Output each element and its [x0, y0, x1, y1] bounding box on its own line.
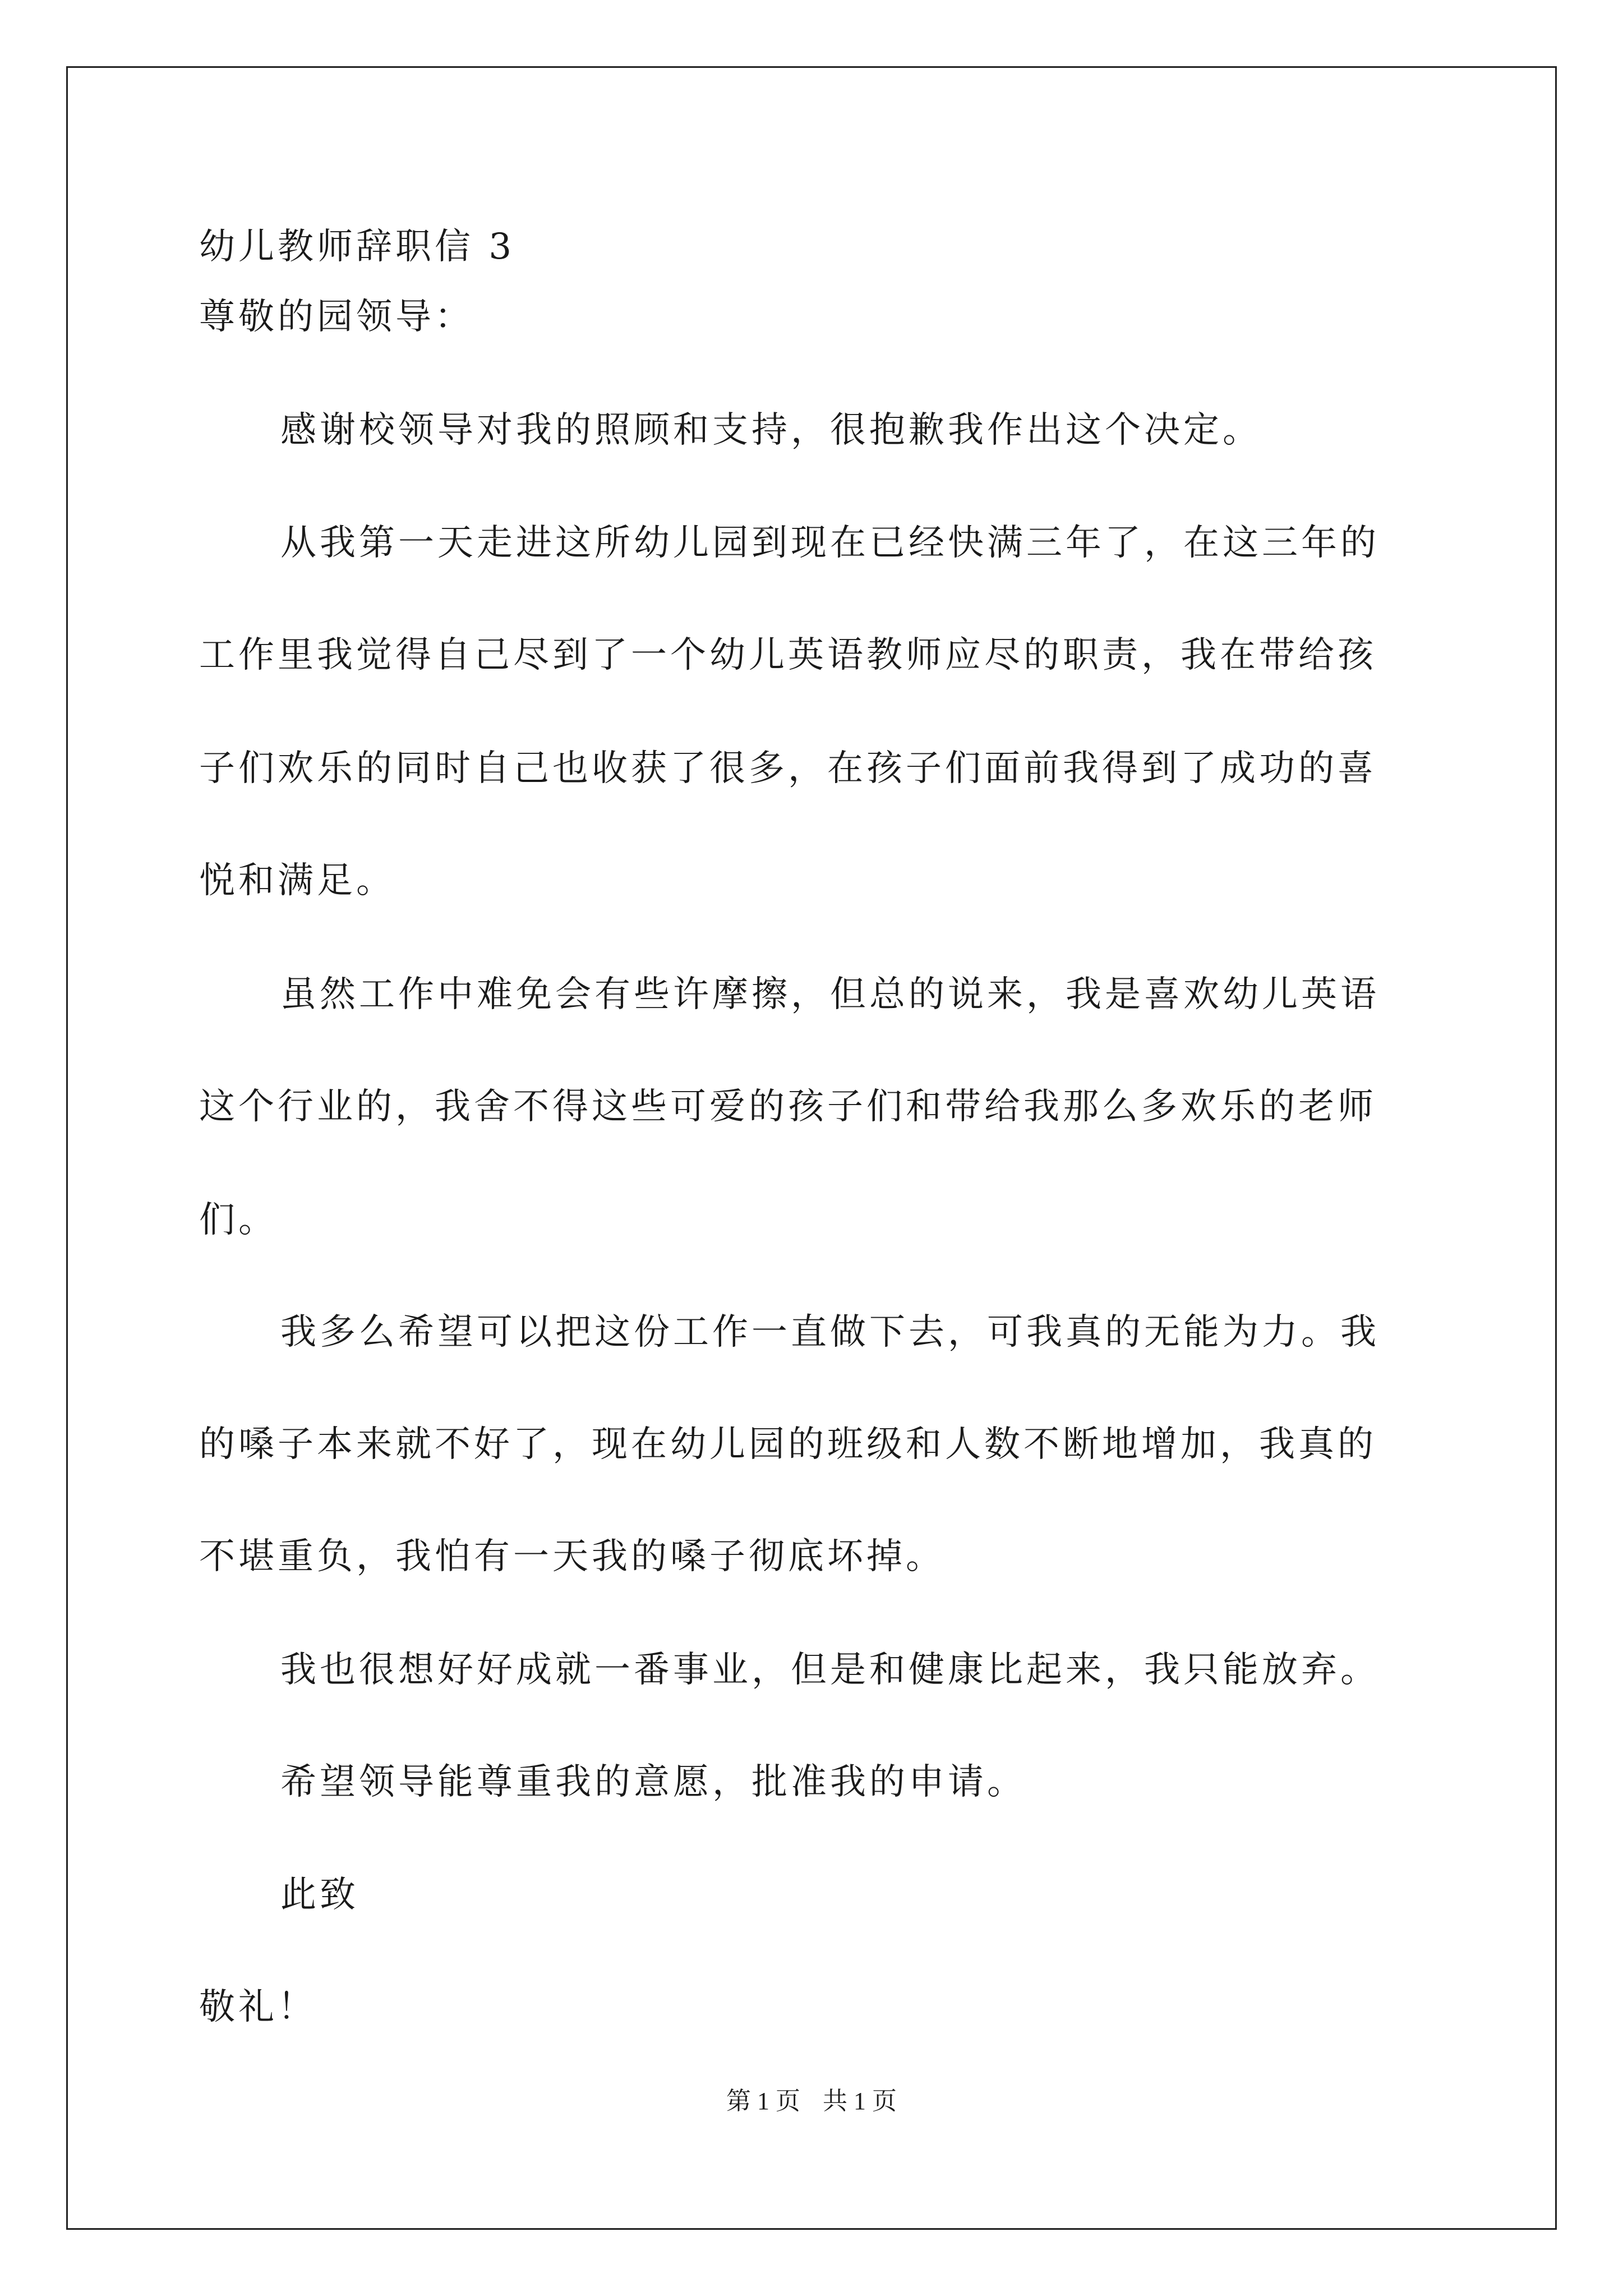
- body-line: 从我第一天走进这所幼儿园到现在已经快满三年了，在这三年的: [280, 522, 1380, 564]
- page-total: 共 1 页: [823, 2087, 897, 2115]
- body-line: 这个行业的，我舍不得这些可爱的孩子们和带给我那么多欢乐的老师: [199, 1086, 1377, 1128]
- salutation: 尊敬的园领导：: [199, 296, 474, 338]
- body-line: 希望领导能尊重我的意愿，批准我的申请。: [280, 1761, 1026, 1803]
- page-number: 第 1 页: [726, 2087, 800, 2115]
- body-line: 不堪重负，我怕有一天我的嗓子彻底坏掉。: [199, 1536, 945, 1577]
- body-line: 我多么希望可以把这份工作一直做下去，可我真的无能为力。我: [280, 1312, 1380, 1353]
- body-line: 的嗓子本来就不好了，现在幼儿园的班级和人数不断地增加，我真的: [199, 1424, 1377, 1465]
- body-line: 我也很想好好成就一番事业，但是和健康比起来，我只能放弃。: [280, 1649, 1380, 1691]
- body-line: 感谢校领导对我的照顾和支持，很抱歉我作出这个决定。: [280, 409, 1262, 451]
- body-line: 悦和满足。: [199, 860, 395, 901]
- document-title: 幼儿教师辞职信 3: [199, 226, 515, 268]
- body-line: 们。: [199, 1199, 278, 1241]
- closing-regards: 敬礼！: [199, 1986, 317, 2028]
- page-footer: [0, 2086, 1623, 2117]
- body-line: 子们欢乐的同时自己也收获了很多，在孩子们面前我得到了成功的喜: [199, 748, 1377, 789]
- closing-line: 此致: [280, 1874, 359, 1916]
- body-line: 工作里我觉得自己尽到了一个幼儿英语教师应尽的职责，我在带给孩: [199, 634, 1377, 676]
- body-line: 虽然工作中难免会有些许摩擦，但总的说来，我是喜欢幼儿英语: [280, 974, 1380, 1015]
